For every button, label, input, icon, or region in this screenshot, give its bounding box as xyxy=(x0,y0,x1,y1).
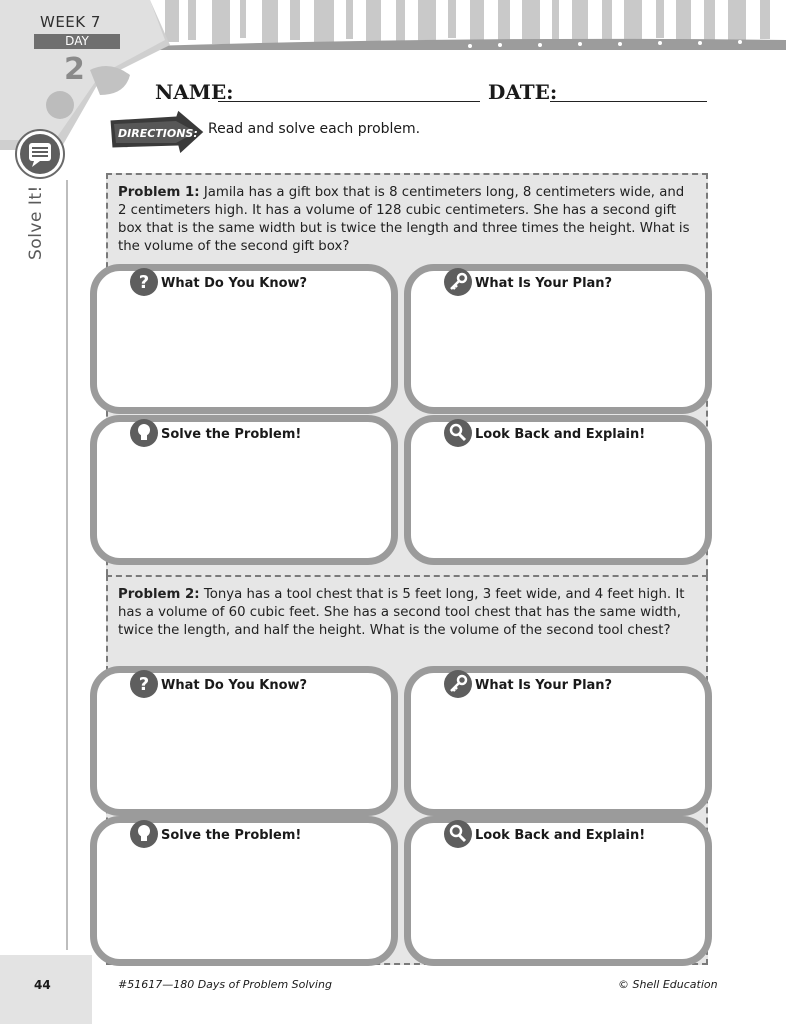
problem-2-label: Problem 2: xyxy=(118,587,200,602)
section-label: Solve It! xyxy=(26,185,46,260)
day-label: DAY xyxy=(65,34,89,48)
problem-1-know-box[interactable] xyxy=(90,264,398,414)
day-number: 2 xyxy=(64,52,85,87)
problem-2-solve-box[interactable] xyxy=(90,816,398,966)
directions-text: Read and solve each problem. xyxy=(208,121,421,137)
lightbulb-icon xyxy=(129,418,159,448)
chat-icon xyxy=(14,128,66,180)
problem-2-body: Tonya has a tool chest that is 5 feet long, 3 feet wide, and 4 feet high. It has a volume of 60 cubic feet. She has a second tool chest that has the same width, twice the length, and half the height. What is the volume of the second tool chest? xyxy=(118,587,685,638)
footer-copyright: © Shell Education xyxy=(618,978,718,991)
problem-2-solve-title: Solve the Problem! xyxy=(161,828,302,843)
directions-badge-text: DIRECTIONS: xyxy=(118,127,198,140)
problem-2-explain-box[interactable] xyxy=(404,816,712,966)
name-label: NAME: xyxy=(155,80,234,104)
directions-badge xyxy=(106,110,206,158)
magnifier-icon xyxy=(443,418,473,448)
problem-1-body: Jamila has a gift box that is 8 centimeters long, 8 centimeters wide, and 2 centimeters high. It has a volume of 128 cubic centimeters. She has a second gift box that is the same width but is twice the length and three times the height. What is the volume of the second gift box? xyxy=(118,185,690,254)
problem-1-text xyxy=(118,184,690,256)
date-label: DATE: xyxy=(488,80,558,104)
problem-2-text xyxy=(118,586,690,640)
svg-text:?: ? xyxy=(138,674,150,695)
key-icon xyxy=(443,267,473,297)
problem-1-label: Problem 1: xyxy=(118,185,200,200)
problem-2-know-title: What Do You Know? xyxy=(161,678,308,693)
problem-2-plan-title: What Is Your Plan? xyxy=(475,678,613,693)
key-icon xyxy=(443,669,473,699)
problem-2-explain-title: Look Back and Explain! xyxy=(475,828,646,843)
week-label: WEEK 7 xyxy=(40,13,101,31)
page-number: 44 xyxy=(34,978,51,992)
lightbulb-icon xyxy=(129,819,159,849)
problem-1-solve-box[interactable] xyxy=(90,415,398,565)
problem-2-know-box[interactable] xyxy=(90,666,398,816)
problem-1-know-title: What Do You Know? xyxy=(161,276,308,291)
date-field[interactable] xyxy=(550,101,707,102)
sidebar-rule xyxy=(66,180,68,950)
question-icon xyxy=(129,669,159,699)
name-field[interactable] xyxy=(218,101,480,102)
problem-2-plan-box[interactable] xyxy=(404,666,712,816)
question-icon xyxy=(129,267,159,297)
problem-1-solve-title: Solve the Problem! xyxy=(161,427,302,442)
footer-title: #51617—180 Days of Problem Solving xyxy=(118,978,332,991)
problem-1-explain-box[interactable] xyxy=(404,415,712,565)
svg-text:?: ? xyxy=(138,272,150,293)
problem-1-plan-box[interactable] xyxy=(404,264,712,414)
magnifier-icon xyxy=(443,819,473,849)
problem-1-plan-title: What Is Your Plan? xyxy=(475,276,613,291)
problem-1-explain-title: Look Back and Explain! xyxy=(475,427,646,442)
